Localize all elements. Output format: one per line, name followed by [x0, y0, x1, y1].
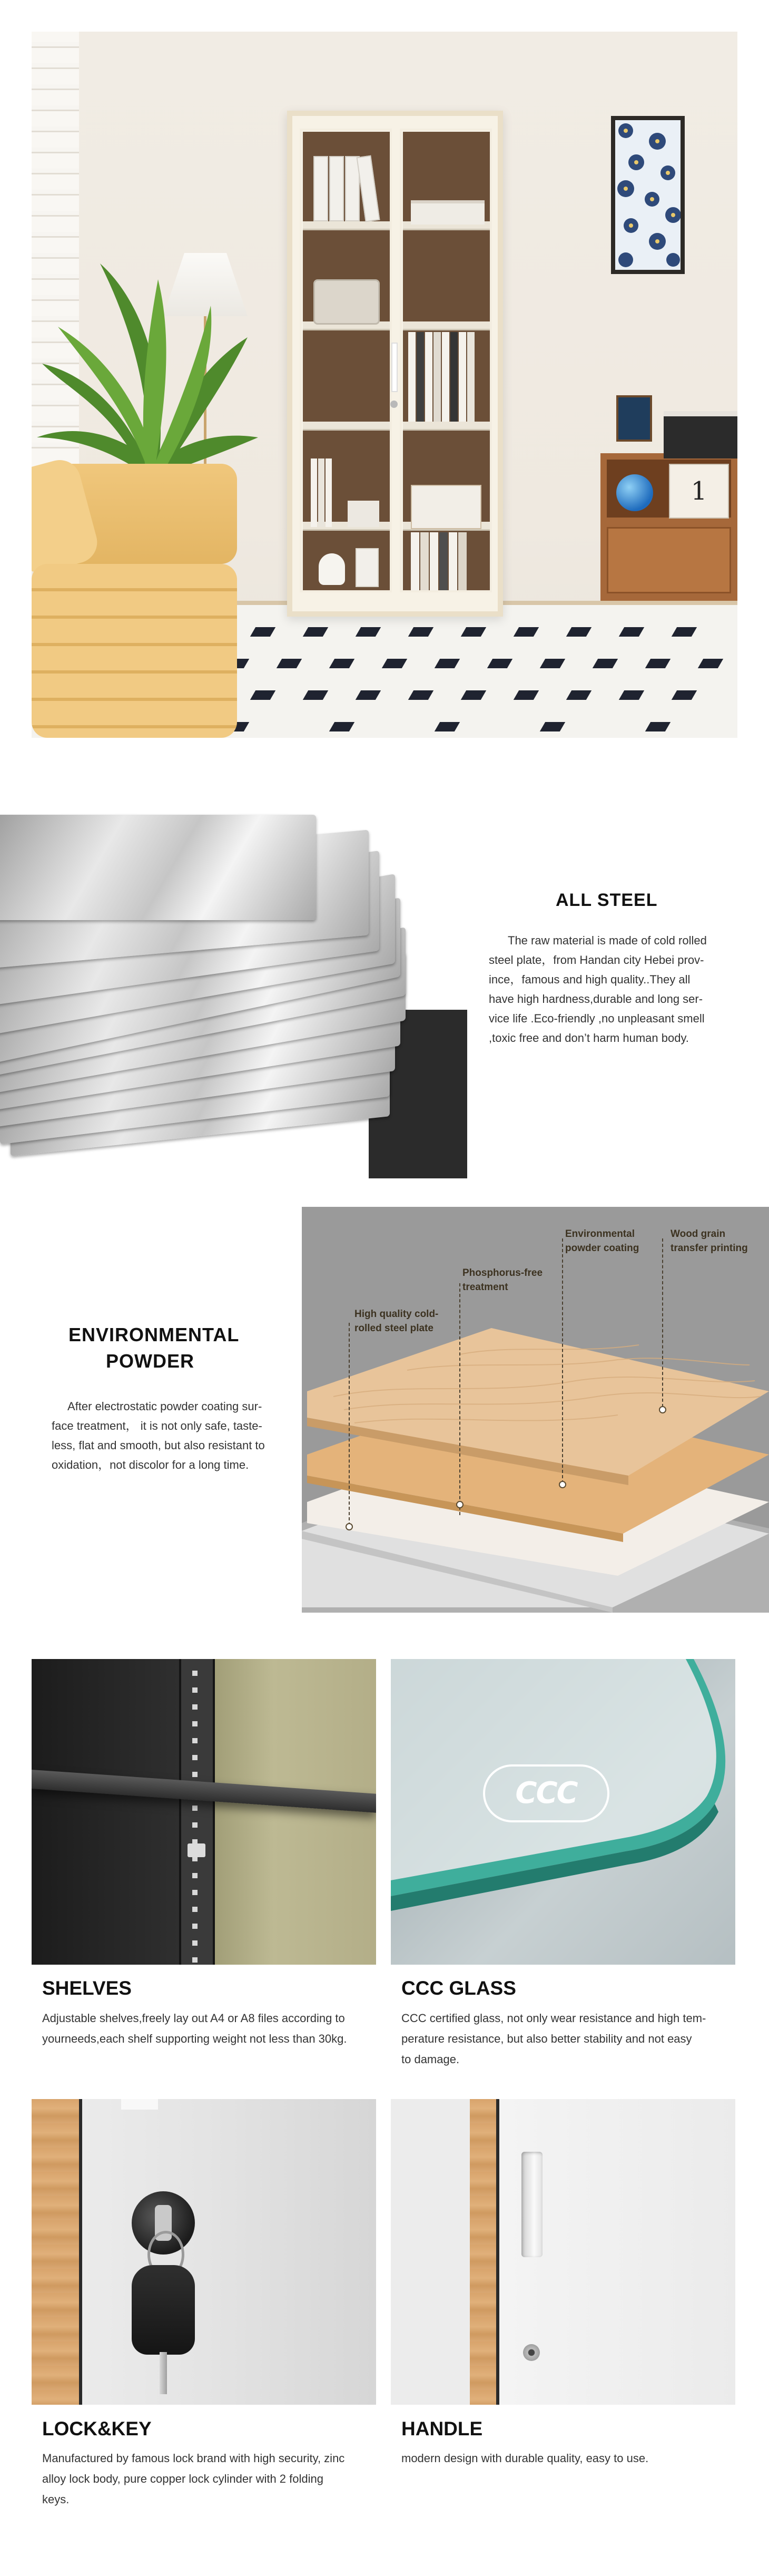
- cabinet-glass-door-right: [400, 129, 492, 592]
- all-steel-text: The raw material is made of cold rolled steel plate，from Handan city Hebei prov- ince，famous and high quality..They all have high hardness,durable and long ser- vice life .Eco-friendly ,no unpleasant smell ,toxic free and don’t harm human body.: [489, 934, 707, 1045]
- sofa: [32, 464, 237, 738]
- cabinet-lock-icon: [390, 401, 398, 408]
- globe-icon: [616, 474, 653, 511]
- floral-pattern-icon: [615, 120, 681, 270]
- keyhole-icon: [523, 2344, 540, 2361]
- shelf-clip: [188, 1843, 205, 1857]
- ccc-logo-icon: [483, 1764, 609, 1822]
- lock-text: Manufactured by famous lock brand with high security, zinc alloy lock body, pure copper lock cylinder with 2 folding keys.: [42, 2452, 345, 2506]
- hero-room-image: [32, 32, 737, 738]
- glass-image: [391, 1659, 735, 1965]
- calendar-block: 1: [669, 464, 729, 519]
- record-player: [664, 411, 737, 458]
- glass-door-cabinet: [287, 111, 503, 617]
- glass-text: CCC certified glass, not only wear resistance and high tem- perature resistance, but also better stability and not easy to damage.: [401, 2012, 706, 2066]
- powder-title: ENVIRONMENTAL POWDER: [68, 1324, 240, 1372]
- cabinet-glass-door-left: [300, 129, 392, 592]
- shelves-image: [32, 1659, 376, 1965]
- label-environmental-coating: Environmental powder coating: [565, 1228, 639, 1254]
- handle-title: HANDLE: [401, 2418, 483, 2440]
- handle-image: [391, 2099, 735, 2405]
- label-wood-grain: Wood grain transfer printing: [671, 1228, 748, 1254]
- all-steel-title: ALL STEEL: [556, 890, 658, 910]
- steel-sheets-image: [0, 773, 467, 1178]
- glass-title: CCC GLASS: [401, 1977, 516, 1999]
- wood-edge-strip: [32, 2099, 79, 2405]
- recessed-handle-icon: [521, 2152, 543, 2257]
- side-wooden-cabinet: [600, 453, 737, 601]
- powder-text: After electrostatic powder coating sur- face treatment， it is not only safe, taste- less, flat and smooth, but also resistant to oxidation，not discolor for a long time.: [52, 1400, 265, 1471]
- photo-frame: [616, 395, 652, 442]
- shelf-hole-column: [192, 1659, 198, 1965]
- handle-text: modern design with durable quality, easy to use.: [401, 2452, 649, 2465]
- label-cold-rolled-steel: High quality cold- rolled steel plate: [354, 1309, 439, 1334]
- wall-art-frame: [611, 116, 685, 274]
- ccc-logo-text: CCC: [515, 1776, 577, 1810]
- shelves-text: Adjustable shelves,freely lay out A4 or A8 files according to yourneeds,each shelf supporting weight not less than 30kg.: [42, 2012, 347, 2045]
- potted-plant: [37, 190, 258, 485]
- lock-image: [32, 2099, 376, 2405]
- shelves-title: SHELVES: [42, 1977, 132, 1999]
- key-icon: [132, 2265, 195, 2355]
- lock-title: LOCK&KEY: [42, 2418, 152, 2440]
- coating-layers-diagram: [302, 1207, 769, 1613]
- label-phosphorus-free: Phosphorus-free treatment: [462, 1267, 543, 1293]
- cabinet-handle: [391, 343, 398, 392]
- wood-edge-strip: [470, 2099, 496, 2405]
